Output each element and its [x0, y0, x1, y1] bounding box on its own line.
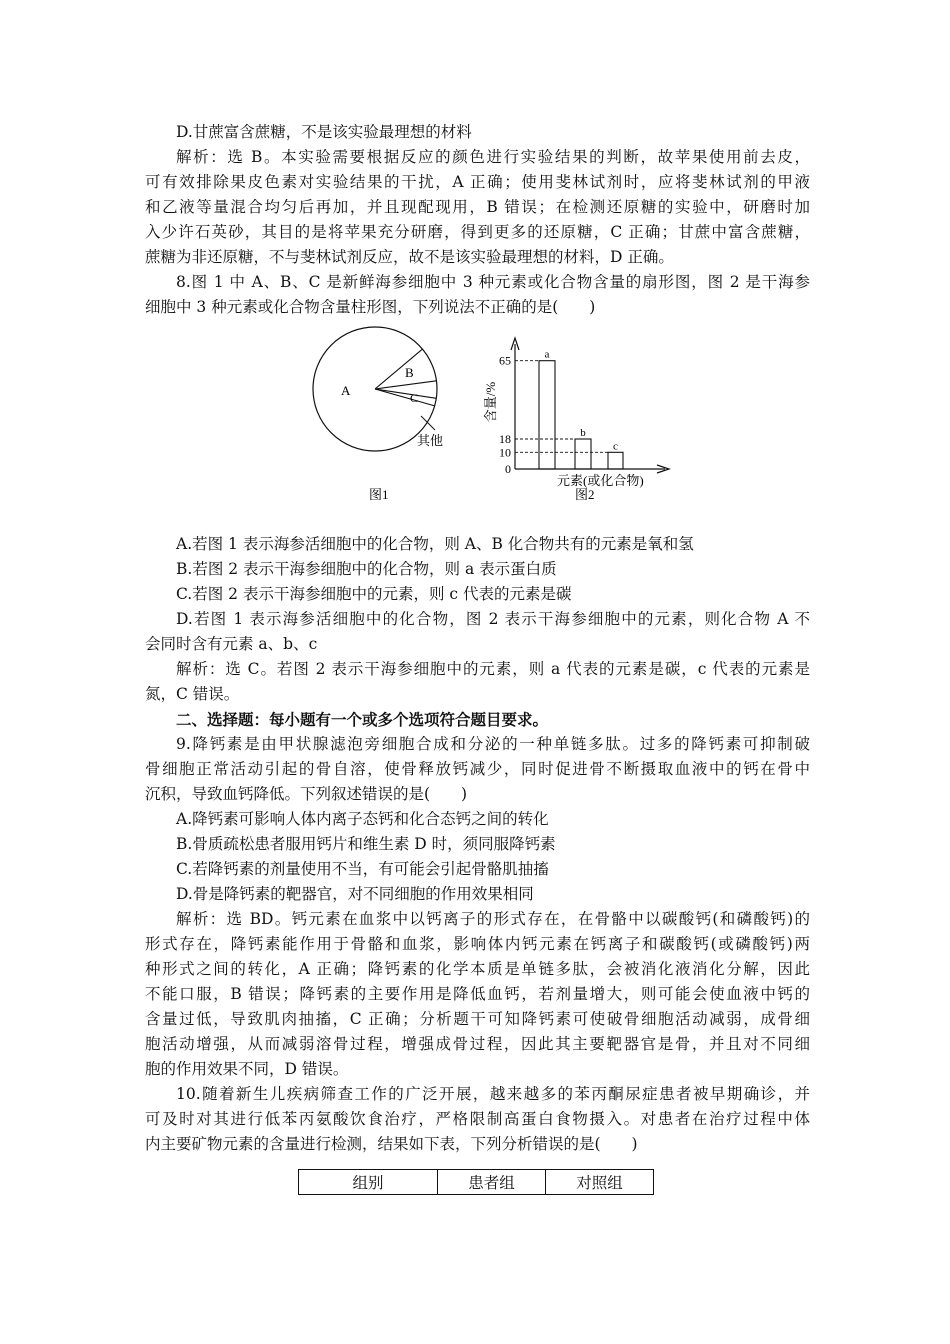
pie-label-other: 其他	[417, 433, 444, 448]
q8-figures	[145, 324, 810, 524]
table-header-row	[299, 1170, 654, 1195]
q10-stem-line: 内主要矿物元素的含量进行检测，结果如下表，下列分析错误的是( )	[145, 1135, 638, 1153]
pie-label-b: B	[405, 365, 414, 380]
q8-option-a: A.若图 1 表示海参活细胞中的化合物，则 A、B 化合物共有的元素是氧和氢	[176, 535, 694, 553]
q9-option-a: A.降钙素可影响人体内离子态钙和化合态钙之间的转化	[176, 810, 549, 828]
q8-option-d: D.若图 1 表示海参活细胞中的化合物，图 2 表示干海参细胞中的元素，则化合物 A 不	[176, 610, 810, 628]
q9-option-c: C.若降钙素的剂量使用不当，有可能会引起骨骼肌抽搐	[176, 860, 549, 878]
bar-label-a: a	[544, 348, 550, 361]
q8-analysis-line: 解析：选 C。若图 2 表示干海参细胞中的元素，则 a 代表的元素是碳，c 代表的元素是	[176, 660, 810, 678]
table-header-cell: 患者组	[438, 1170, 546, 1195]
bar-group	[515, 349, 623, 469]
q10-stem-line: 10.随着新生儿疾病筛查工作的广泛开展，越来越多的苯丙酮尿症患者被早期确诊，并	[176, 1085, 810, 1103]
q9-analysis-line: 解析：选 BD。钙元素在血浆中以钙离子的形式存在，在骨骼中以碳酸钙(和磷酸钙)的	[176, 910, 810, 928]
pie-slice-boundary	[375, 349, 423, 389]
q9-stem-line: 9.降钙素是由甲状腺滤泡旁细胞合成和分泌的一种单链多肽。过多的降钙素可抑制破	[176, 735, 810, 753]
pie-label-c: C	[410, 391, 419, 405]
bar-a	[539, 361, 555, 469]
q8-option-c: C.若图 2 表示干海参细胞中的元素，则 c 代表的元素是碳	[176, 585, 572, 603]
bar-c	[608, 452, 623, 469]
bar-label-b: b	[580, 427, 586, 439]
q8-stem-line: 8.图 1 中 A、B、C 是新鲜海参细胞中 3 种元素或化合物含量的扇形图，图 2 是干海参	[176, 273, 810, 291]
bar-label-c: c	[613, 440, 618, 453]
q8-option-b: B.若图 2 表示干海参细胞中的化合物，则 a 表示蛋白质	[176, 560, 557, 578]
bar-b	[575, 439, 591, 469]
q7-analysis-line: 和乙液等量混合均匀后再加，并且现配现用，B 错误；在检测还原糖的实验中，研磨时加	[145, 198, 810, 216]
section-heading: 二、选择题：每小题有一个或多个选项符合题目要求。	[176, 710, 549, 729]
pie-slice-boundary	[375, 389, 435, 406]
table-header-cell: 对照组	[546, 1170, 654, 1195]
pie-label-a: A	[341, 383, 351, 398]
y-tick-label: 65	[499, 353, 511, 368]
q7-analysis-line: 可有效排除果皮色素对实验结果的干扰，A 正确；使用斐林试剂时，应将斐林试剂的甲液	[145, 173, 810, 191]
q8-analysis-line: 氮，C 错误。	[145, 685, 240, 703]
y-tick-label: 0	[505, 462, 511, 476]
q9-analysis-line: 胞的作用效果不同，D 错误。	[145, 1060, 349, 1078]
fig1-caption: 图1	[369, 487, 389, 502]
y-axis-label: 含量/%	[483, 381, 498, 423]
y-tick-label: 18	[499, 432, 511, 446]
bar-chart	[483, 338, 669, 502]
q10-table	[298, 1169, 654, 1195]
q9-analysis-line: 含量过低，导致肌肉抽搐，C 正确；分析题干可知降钙素可使破骨细胞活动减弱，成骨细	[145, 1010, 810, 1028]
q7-analysis-line: 入少许石英砂，其目的是将苹果充分研磨，得到更多的还原糖，C 正确；甘蔗中富含蔗糖，	[145, 223, 810, 241]
y-tick-label: 10	[499, 445, 511, 460]
fig2-caption: 图2	[575, 487, 595, 502]
table-header-cell: 组别	[299, 1170, 438, 1195]
q7-analysis-line: 蔗糖为非还原糖，不与斐林试剂反应，故不是该实验最理想的材料，D 正确。	[145, 248, 674, 266]
q9-option-d: D.骨是降钙素的靶器官，对不同细胞的作用效果相同	[176, 885, 534, 903]
q8-figure-svg	[145, 324, 810, 524]
q9-analysis-line: 胞活动增强，从而减弱溶骨过程，增强成骨过程，因此其主要靶器官是骨，并且对不同细	[145, 1035, 810, 1053]
q7-analysis-line: 解析：选 B。本实验需要根据反应的颜色进行实验结果的判断，故苹果使用前去皮，	[176, 148, 810, 166]
q9-stem-line: 沉积，导致血钙降低。下列叙述错误的是( )	[145, 785, 468, 803]
y-tick-group	[499, 354, 511, 476]
q9-analysis-line: 形式存在，降钙素能作用于骨骼和血浆，影响体内钙元素在钙离子和碳酸钙(或磷酸钙)两	[145, 935, 810, 953]
pie-chart	[313, 327, 443, 502]
pie-slice-boundary	[375, 381, 437, 389]
q9-stem-line: 骨细胞正常活动引起的骨自溶，使骨释放钙减少，同时促进骨不断摄取血液中的钙在骨中	[145, 760, 810, 778]
pie-slice-boundary	[375, 389, 436, 398]
document-page	[145, 120, 810, 1195]
q9-analysis-line: 不能口服，B 错误；降钙素的主要作用是降低血钙，若剂量增大，则可能会使血液中钙的	[145, 985, 810, 1003]
q9-option-b: B.骨质疏松患者服用钙片和维生素 D 时，须同服降钙素	[176, 835, 556, 853]
q7-option-d: D.甘蔗富含蔗糖，不是该实验最理想的材料	[176, 123, 472, 141]
q8-option-d-cont: 会同时含有元素 a、b、c	[145, 635, 318, 653]
q8-stem-line: 细胞中 3 种元素或化合物含量柱形图，下列说法不正确的是( )	[145, 298, 596, 316]
q10-stem-line: 可及时对其进行低苯丙氨酸饮食治疗，严格限制高蛋白食物摄入。对患者在治疗过程中体	[145, 1110, 810, 1128]
x-axis-label: 元素(或化合物)	[557, 473, 644, 488]
q9-analysis-line: 种形式之间的转化，A 正确；降钙素的化学本质是单链多肽，会被消化液消化分解，因此	[145, 960, 810, 978]
